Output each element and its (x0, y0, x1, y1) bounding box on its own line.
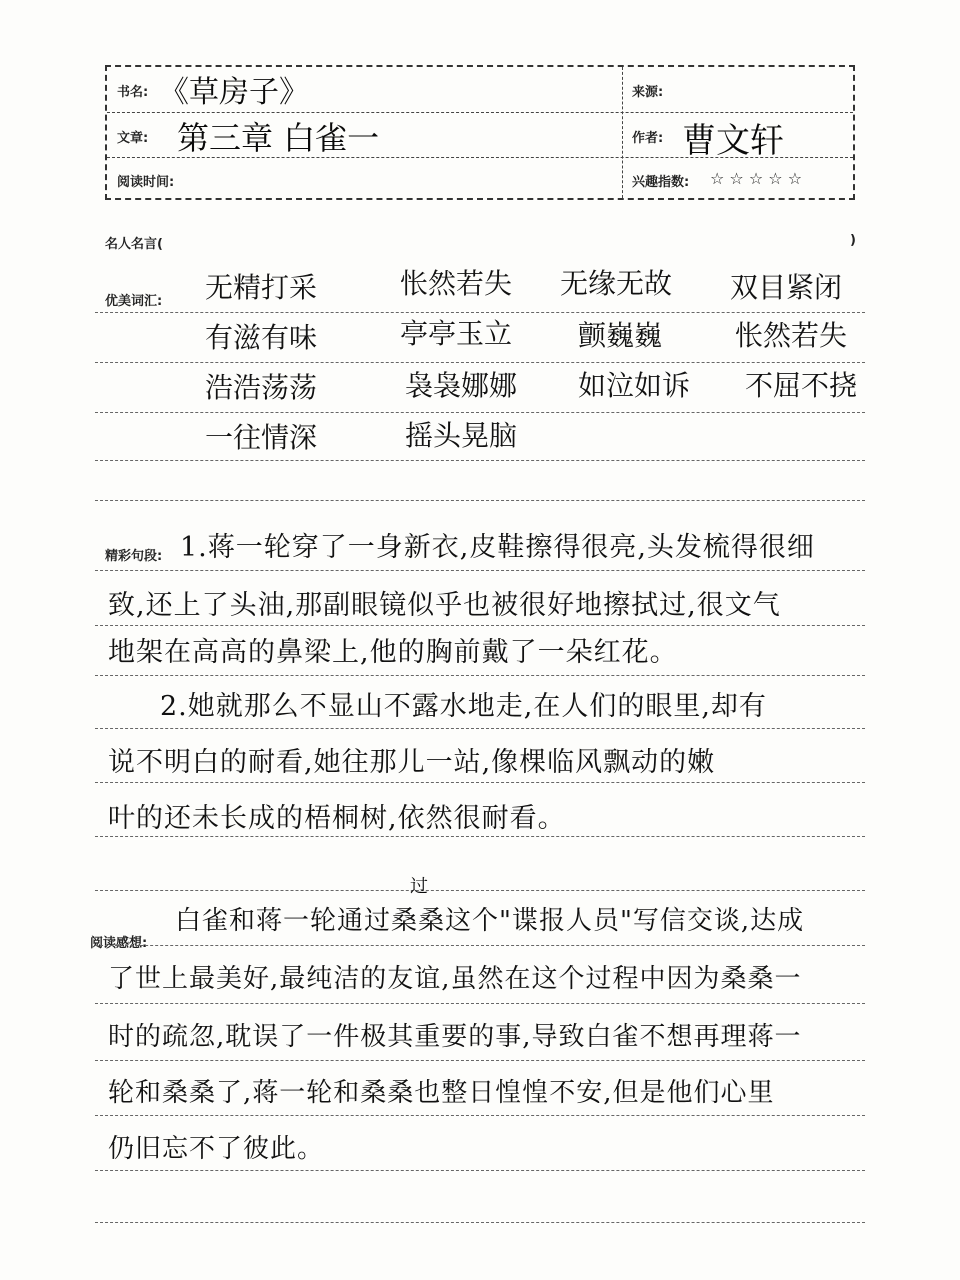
ruled-line (95, 1170, 865, 1171)
reflection-line: 了世上最美好,最纯洁的友谊,虽然在这个过程中因为桑桑一 (108, 964, 802, 994)
ruled-line (95, 675, 865, 676)
author-label: 作者: (632, 131, 664, 146)
passages-label: 精彩句段: (105, 549, 163, 564)
ruled-line (95, 1222, 865, 1223)
book-title: 《草房子》 (159, 75, 309, 110)
ruled-line (95, 570, 865, 571)
ruled-line (95, 1060, 865, 1061)
reflection-line: 时的疏忽,耽误了一件极其重要的事,导致白雀不想再理蒋一 (108, 1022, 802, 1052)
vocab-label: 优美词汇: (105, 294, 163, 309)
passage-line: 说不明白的耐看,她往那儿一站,像棵临风飘动的嫩 (108, 747, 716, 778)
passage-line: 叶的还未长成的梧桐树,依然很耐看。 (108, 803, 566, 834)
vocab-word: 袅袅娜娜 (405, 369, 518, 402)
source-label: 来源: (632, 85, 664, 100)
interest-label: 兴趣指数: (632, 175, 690, 190)
reflection-line: 仍旧忘不了彼此。 (108, 1134, 325, 1164)
vocab-word: 一往情深 (205, 421, 318, 454)
vocab-word: 有滋有味 (205, 321, 318, 354)
reflection-label: 阅读感想: (90, 936, 148, 951)
ruled-line (95, 1115, 865, 1116)
ruled-line (95, 836, 865, 837)
author-name: 曹文轩 (682, 121, 784, 161)
vocab-word: 怅然若失 (400, 267, 513, 300)
reflection-line: 轮和桑桑了,蒋一轮和桑桑也整日惶惶不安,但是他们心里 (108, 1078, 775, 1108)
ruled-line (95, 500, 865, 501)
article-title: 第三章 白雀一 (177, 119, 380, 157)
book-label: 书名: (117, 85, 149, 100)
passage-line: 2.她就那么不显山不露水地走,在人们的眼里,却有 (160, 691, 767, 722)
ruled-line (95, 728, 865, 729)
reflection-line: 白雀和蒋一轮通过桑桑这个"谍报人员"写信交谈,达成 (175, 906, 805, 936)
table-divider (622, 67, 623, 198)
passage-line: 致,还上了头油,那副眼镜似乎也被很好地擦拭过,很文气 (108, 590, 781, 621)
vocab-word: 怅然若失 (735, 319, 848, 352)
vocab-word: 无精打采 (205, 271, 318, 304)
inserted-correction: 过 (410, 876, 428, 897)
ruled-line (95, 782, 865, 783)
book-info-table (105, 65, 855, 200)
quotes-close: ) (850, 233, 856, 248)
ruled-line (95, 460, 865, 461)
ruled-line (95, 625, 865, 626)
ruled-line (95, 362, 865, 363)
vocab-word: 如泣如诉 (578, 369, 691, 402)
quotes-label: 名人名言( (105, 237, 163, 252)
reading-time-label: 阅读时间: (117, 175, 175, 190)
passage-line: 地架在高高的鼻梁上,他的胸前戴了一朵红花。 (108, 637, 678, 668)
vocab-word: 不屈不挠 (745, 369, 858, 402)
ruled-line (95, 890, 865, 891)
vocab-word: 无缘无故 (560, 267, 673, 300)
ruled-line (95, 1003, 865, 1004)
vocab-word: 浩浩荡荡 (205, 371, 318, 404)
vocab-word: 亭亭玉立 (400, 317, 513, 350)
ruled-line (95, 945, 865, 946)
vocab-word: 颤巍巍 (578, 319, 663, 352)
interest-stars: ☆ ☆ ☆ ☆ ☆ (710, 169, 803, 188)
passage-line: 1.蒋一轮穿了一身新衣,皮鞋擦得很亮,头发梳得很细 (180, 532, 815, 563)
article-label: 文章: (117, 131, 149, 146)
vocab-word: 摇头晃脑 (405, 419, 518, 452)
vocab-word: 双目紧闭 (730, 271, 843, 304)
ruled-line (95, 412, 865, 413)
